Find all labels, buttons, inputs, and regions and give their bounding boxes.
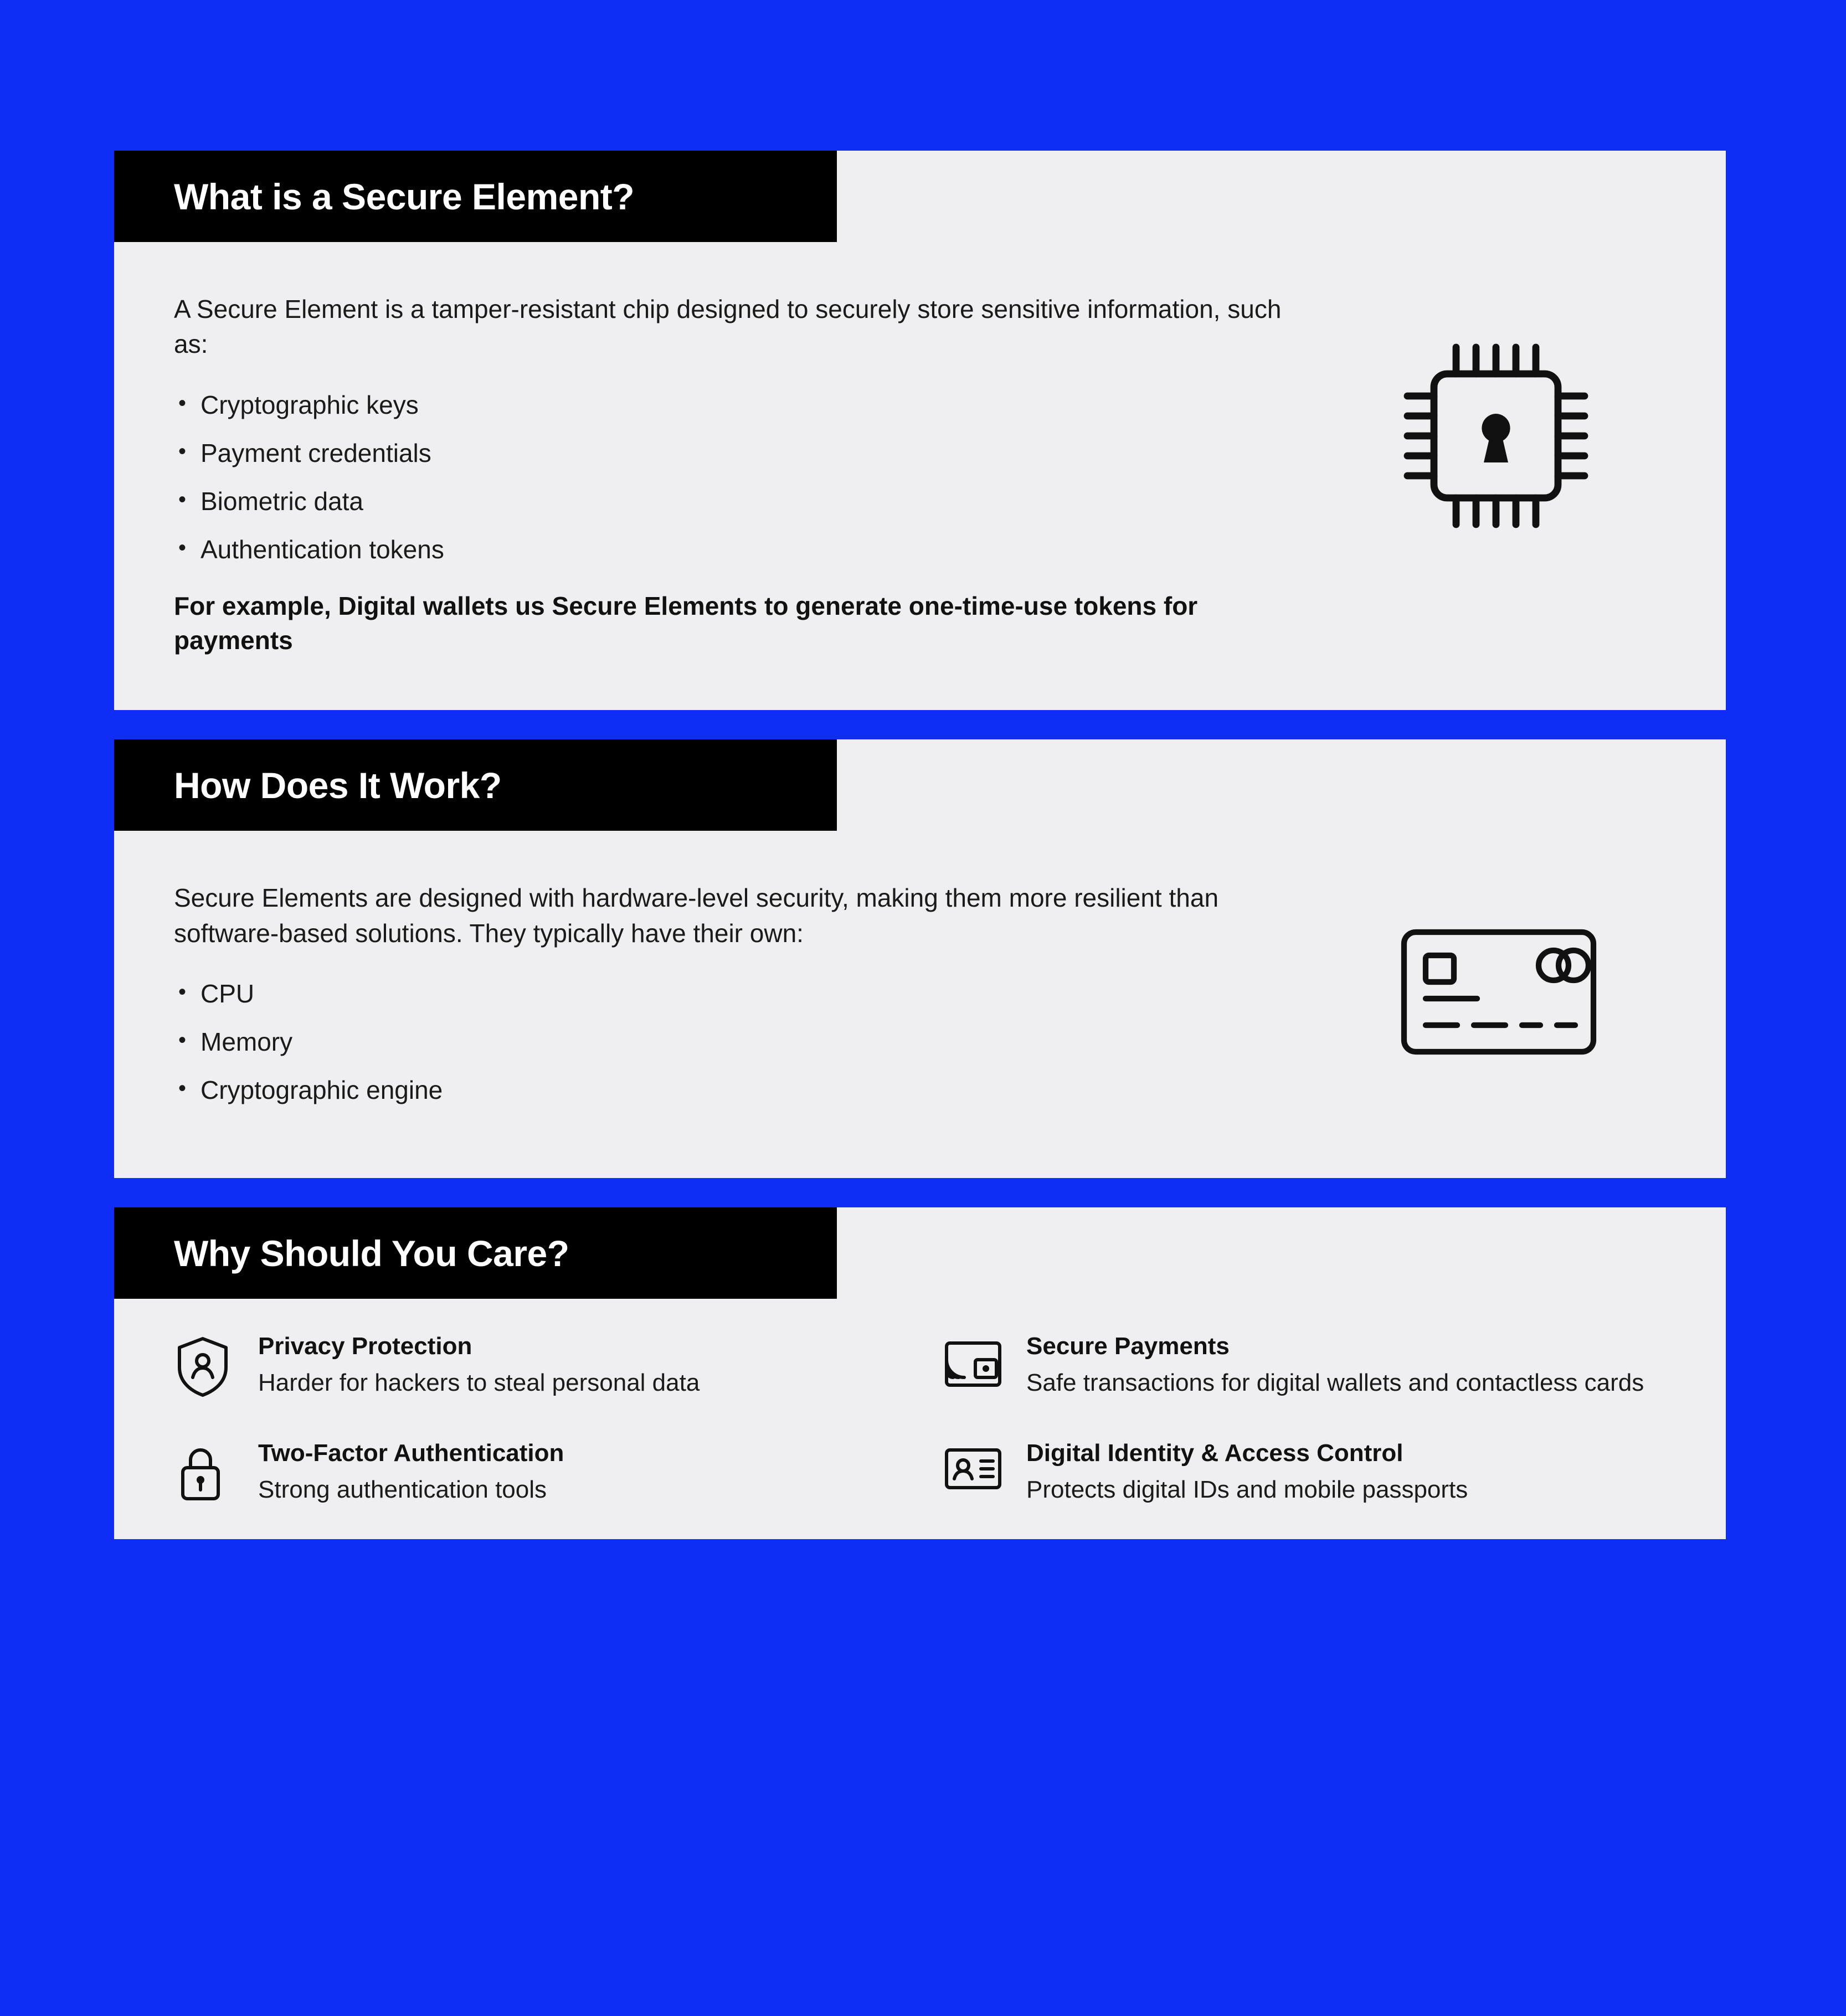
benefit-description: Harder for hackers to steal personal data [258,1369,700,1396]
shield-person-icon [174,1332,235,1397]
benefit-grid [114,1299,1726,1539]
benefit-item [174,1439,898,1506]
section-card-how-does-it-work [114,739,1726,1178]
section-title: How Does It Work? [174,764,502,806]
benefit-title: Two-Factor Authentication [258,1439,564,1467]
list-item: • Payment credentials [174,440,1666,466]
section-title: Why Should You Care? [174,1232,569,1274]
section-body [114,831,1726,1178]
benefit-title: Secure Payments [1026,1333,1230,1360]
section-card-why-should-you-care [114,1207,1726,1539]
section-header [114,151,837,242]
id-card-icon [942,1439,1003,1495]
benefit-title: Digital Identity & Access Control [1026,1439,1403,1467]
benefit-item [174,1332,898,1399]
benefit-item [942,1439,1666,1506]
padlock-icon [174,1439,235,1504]
secure-chip-icon [1385,325,1607,547]
section-lede: Secure Elements are designed with hardware-level security, making them more resilient than software-based solutions. They typically have their own: [174,883,1219,948]
benefit-description: Strong authentication tools [258,1475,547,1503]
benefit-item [942,1332,1666,1399]
benefit-description: Safe transactions for digital wallets and contactless cards [1026,1369,1644,1396]
list-item: • Biometric data [174,488,1666,514]
contactless-wallet-icon [942,1332,1003,1393]
benefit-text [258,1332,898,1399]
payment-card-icon [1391,906,1607,1072]
section-title: What is a Secure Element? [174,176,635,217]
benefit-description: Protects digital IDs and mobile passports [1026,1475,1468,1503]
section-emphasis-note: For example, Digital wallets us Secure Elements to generate one-time-use tokens for payments [174,591,1198,655]
list-item: • Cryptographic engine [174,1077,1666,1103]
benefit-title: Privacy Protection [258,1333,472,1360]
section-card-what-is-a-secure-element [114,151,1726,710]
section-body [114,242,1726,710]
benefit-text [258,1439,898,1506]
benefit-text [1026,1439,1666,1506]
list-item: • CPU [174,981,1666,1006]
section-header [114,739,837,831]
section-lede: A Secure Element is a tamper-resistant chip designed to securely store sensitive information, such as: [174,295,1282,359]
list-item: • Cryptographic keys [174,392,1666,418]
benefit-text [1026,1332,1666,1399]
list-item: • Authentication tokens [174,537,1666,562]
section-header [114,1207,837,1299]
list-item: • Memory [174,1029,1666,1055]
